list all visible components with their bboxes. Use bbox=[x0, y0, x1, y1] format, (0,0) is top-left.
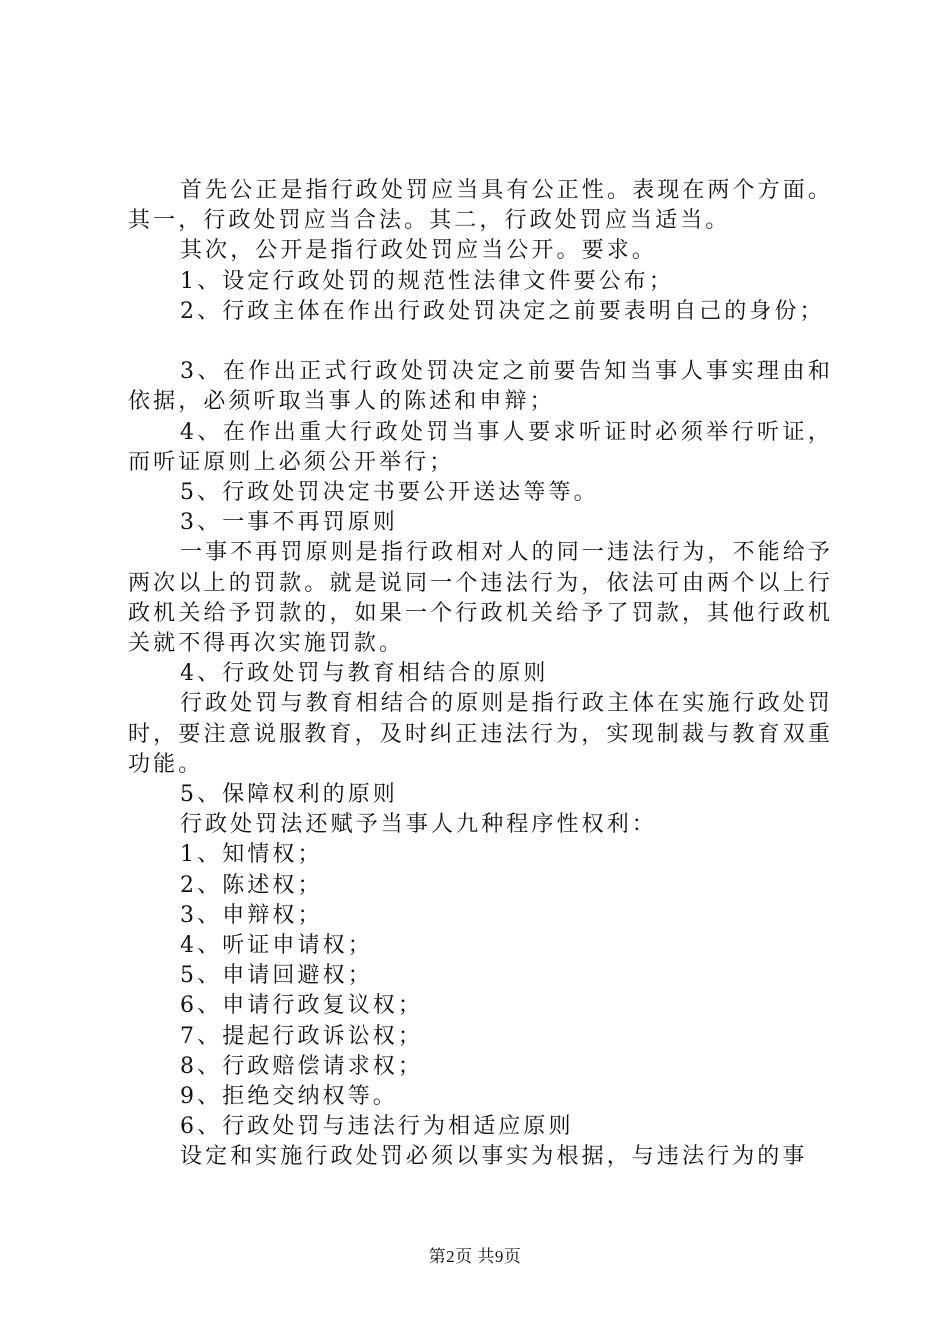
rights-list-item-8: 8、行政赔偿请求权； bbox=[180, 1053, 423, 1079]
section-heading-4: 4、行政处罚与教育相结合的原则 bbox=[180, 661, 549, 687]
paragraph-3: 1、设定行政处罚的规范性法律文件要公布； bbox=[180, 268, 674, 294]
section-heading-5: 5、保障权利的原则 bbox=[180, 782, 398, 808]
rights-list-item-1: 1、知情权； bbox=[180, 842, 323, 868]
paragraph-4: 2、行政主体在作出行政处罚决定之前要表明自己的身份； bbox=[180, 298, 825, 324]
paragraph-11: 设定和实施行政处罚必须以事实为根据，与违法行为的事 bbox=[180, 1144, 808, 1170]
rights-list-item-2: 2、陈述权； bbox=[180, 872, 323, 898]
paragraph-2: 其次，公开是指行政处罚应当公开。要求。 bbox=[180, 238, 657, 264]
section-heading-6: 6、行政处罚与违法行为相适应原则 bbox=[180, 1114, 574, 1140]
rights-list-item-4: 4、听证申请权； bbox=[180, 933, 373, 959]
paragraph-6: 4、在作出重大行政处罚当事人要求听证时必须举行听证，而听证原则上必须公开举行； bbox=[128, 419, 833, 475]
rights-list-item-5: 5、申请回避权； bbox=[180, 963, 373, 989]
rights-list-item-6: 6、申请行政复议权； bbox=[180, 993, 423, 1019]
document-body bbox=[128, 176, 833, 1173]
section-heading-3: 3、一事不再罚原则 bbox=[180, 510, 398, 536]
paragraph-8: 一事不再罚原则是指行政相对人的同一违法行为，不能给予两次以上的罚款。就是说同一个违法行为，依法可由两个以上行政机关给予罚款的，如果一个行政机关给予了罚款，其他行政机关就不得再次实施罚款。 bbox=[128, 540, 833, 657]
paragraph-5: 3、在作出正式行政处罚决定之前要告知当事人事实理由和依据，必须听取当事人的陈述和申辩； bbox=[128, 359, 833, 415]
paragraph-10: 行政处罚法还赋予当事人九种程序性权利： bbox=[180, 812, 657, 838]
rights-list-item-7: 7、提起行政诉讼权； bbox=[180, 1023, 423, 1049]
paragraph-7: 5、行政处罚决定书要公开送达等等。 bbox=[180, 480, 599, 506]
rights-list-item-3: 3、申辩权； bbox=[180, 902, 323, 928]
rights-list-item-9: 9、拒绝交纳权等。 bbox=[180, 1084, 398, 1110]
paragraph-1: 首先公正是指行政处罚应当具有公正性。表现在两个方面。其一，行政处罚应当合法。其二，行政处罚应当适当。 bbox=[128, 178, 833, 234]
paragraph-9: 行政处罚与教育相结合的原则是指行政主体在实施行政处罚时，要注意说服教育，及时纠正违法行为，实现制裁与教育双重功能。 bbox=[128, 691, 833, 777]
page-number-footer: 第2页 共9页 bbox=[428, 1247, 522, 1266]
